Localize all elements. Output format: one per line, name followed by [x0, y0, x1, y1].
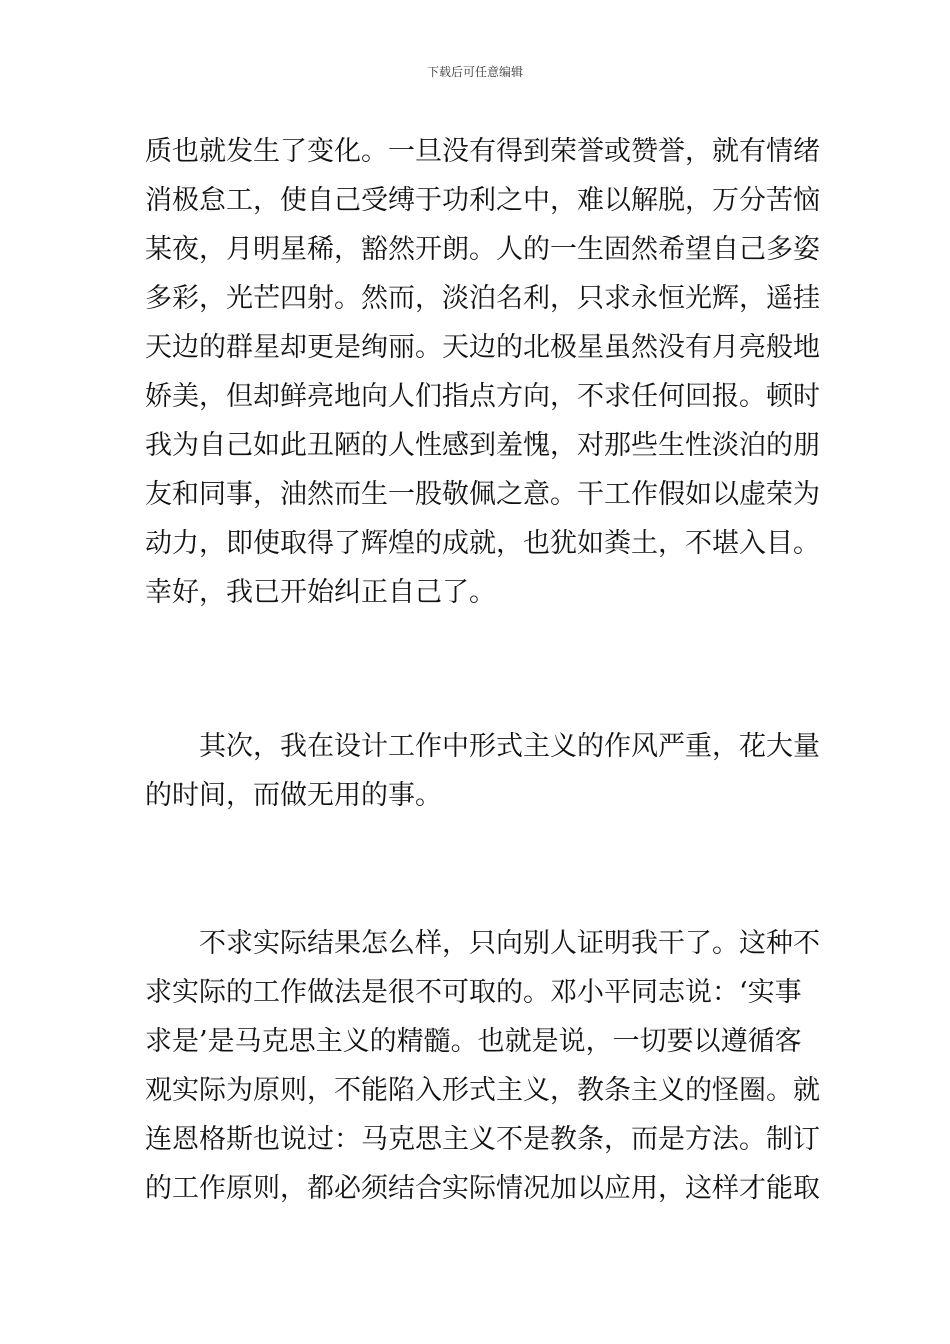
text-line: 连恩格斯也说过：马克思主义不是教条，而是方法。制订 — [145, 1124, 820, 1155]
text-line: 动力，即使取得了辉煌的成就，也犹如粪土，不堪入目。 — [145, 528, 820, 559]
paragraph-2 — [145, 722, 825, 820]
text-line: 质也就发生了变化。一旦没有得到荣誉或赞誉，就有情绪 — [145, 136, 820, 167]
text-line: 的工作原则，都必须结合实际情况加以应用，这样才能取 — [145, 1173, 820, 1204]
text-line: 娇美，但却鲜亮地向人们指点方向，不求任何回报。顿时 — [145, 381, 820, 412]
text-line: 我为自己如此丑陋的人性感到羞愧，对那些生性淡泊的朋 — [145, 430, 820, 461]
text-line: 幸好，我已开始纠正自己了。 — [145, 577, 496, 608]
paragraph-1 — [145, 127, 825, 617]
text-line: 求是’是马克思主义的精髓。也就是说，一切要以遵循客 — [145, 1026, 802, 1057]
text-line: 消极怠工，使自己受缚于功利之中，难以解脱，万分苦恼 — [145, 185, 820, 216]
text-line: 天边的群星却更是绚丽。天边的北极星虽然没有月亮般地 — [145, 332, 820, 363]
text-line: 某夜，月明星稀，豁然开朗。人的一生固然希望自己多姿 — [145, 234, 820, 265]
text-line: 不求实际结果怎么样，只向别人证明我干了。这种不 — [145, 928, 820, 959]
paragraph-3 — [145, 919, 825, 1213]
text-line: 多彩，光芒四射。然而，淡泊名利，只求永恒光辉，遥挂 — [145, 283, 820, 314]
text-line: 的时间，而做无用的事。 — [145, 780, 442, 811]
text-line: 友和同事，油然而生一股敬佩之意。干工作假如以虚荣为 — [145, 479, 820, 510]
page-header: 下载后可任意编辑 — [426, 65, 523, 79]
text-line: 其次，我在设计工作中形式主义的作风严重，花大量 — [145, 731, 820, 762]
text-line: 求实际的工作做法是很不可取的。邓小平同志说：‘实事 — [145, 977, 802, 1008]
text-line: 观实际为原则，不能陷入形式主义，教条主义的怪圈。就 — [145, 1075, 820, 1106]
